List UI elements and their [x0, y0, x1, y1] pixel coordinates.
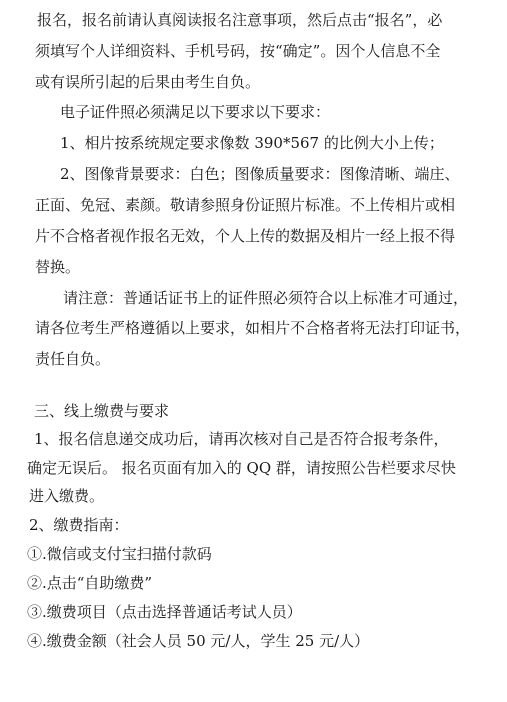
text-line: 片不合格者视作报名无效，个人上传的数据及相片一经上报不得 [35, 227, 456, 245]
text-line: 2、缴费指南： [29, 516, 129, 534]
list-item: ④.缴费金额（社会人员 50 元/人，学生 25 元/人） [27, 632, 370, 650]
list-item: ②.点击“自助缴费” [27, 574, 153, 592]
text-line: 正面、免冠、素颜。敬请参照身份证照片标准。不上传相片或相 [35, 196, 456, 214]
text-line: 请注意：普通话证书上的证件照必须符合以上标准才可通过， [63, 289, 469, 307]
text-line: 1、相片按系统规定要求像数 390*567 的比例大小上传； [60, 134, 444, 152]
text-line: 请各位考生严格遵循以上要求，如相片不合格者将无法打印证书， [35, 319, 471, 337]
section-heading: 三、线上缴费与要求 [34, 402, 170, 420]
text-line: 电子证件照必须满足以下要求以下要求： [60, 103, 331, 121]
text-line: 或有误所引起的后果由考生自负。 [35, 73, 261, 91]
text-line: 替换。 [35, 258, 81, 276]
list-item: ③.缴费项目（点击选择普通话考试人员） [27, 603, 302, 621]
text-line: 确定无误后。 报名页面有加入的 QQ 群，请按照公告栏要求尽快 [27, 459, 456, 477]
text-line: 须填写个人详细资料、手机号码，按“确定”。因个人信息不全 [35, 42, 441, 60]
text-line: 报名，报名前请认真阅读报名注意事项，然后点击“报名”，必 [37, 11, 443, 29]
text-line: 1、报名信息递交成功后，请再次核对自己是否符合报考条件， [34, 430, 449, 448]
text-line: 进入缴费。 [29, 487, 105, 505]
text-line: 2、图像背景要求：白色；图像质量要求：图像清晰、端庄、 [60, 165, 460, 183]
text-line: 责任自负。 [35, 350, 111, 368]
list-item: ①.微信或支付宝扫描付款码 [27, 545, 212, 563]
